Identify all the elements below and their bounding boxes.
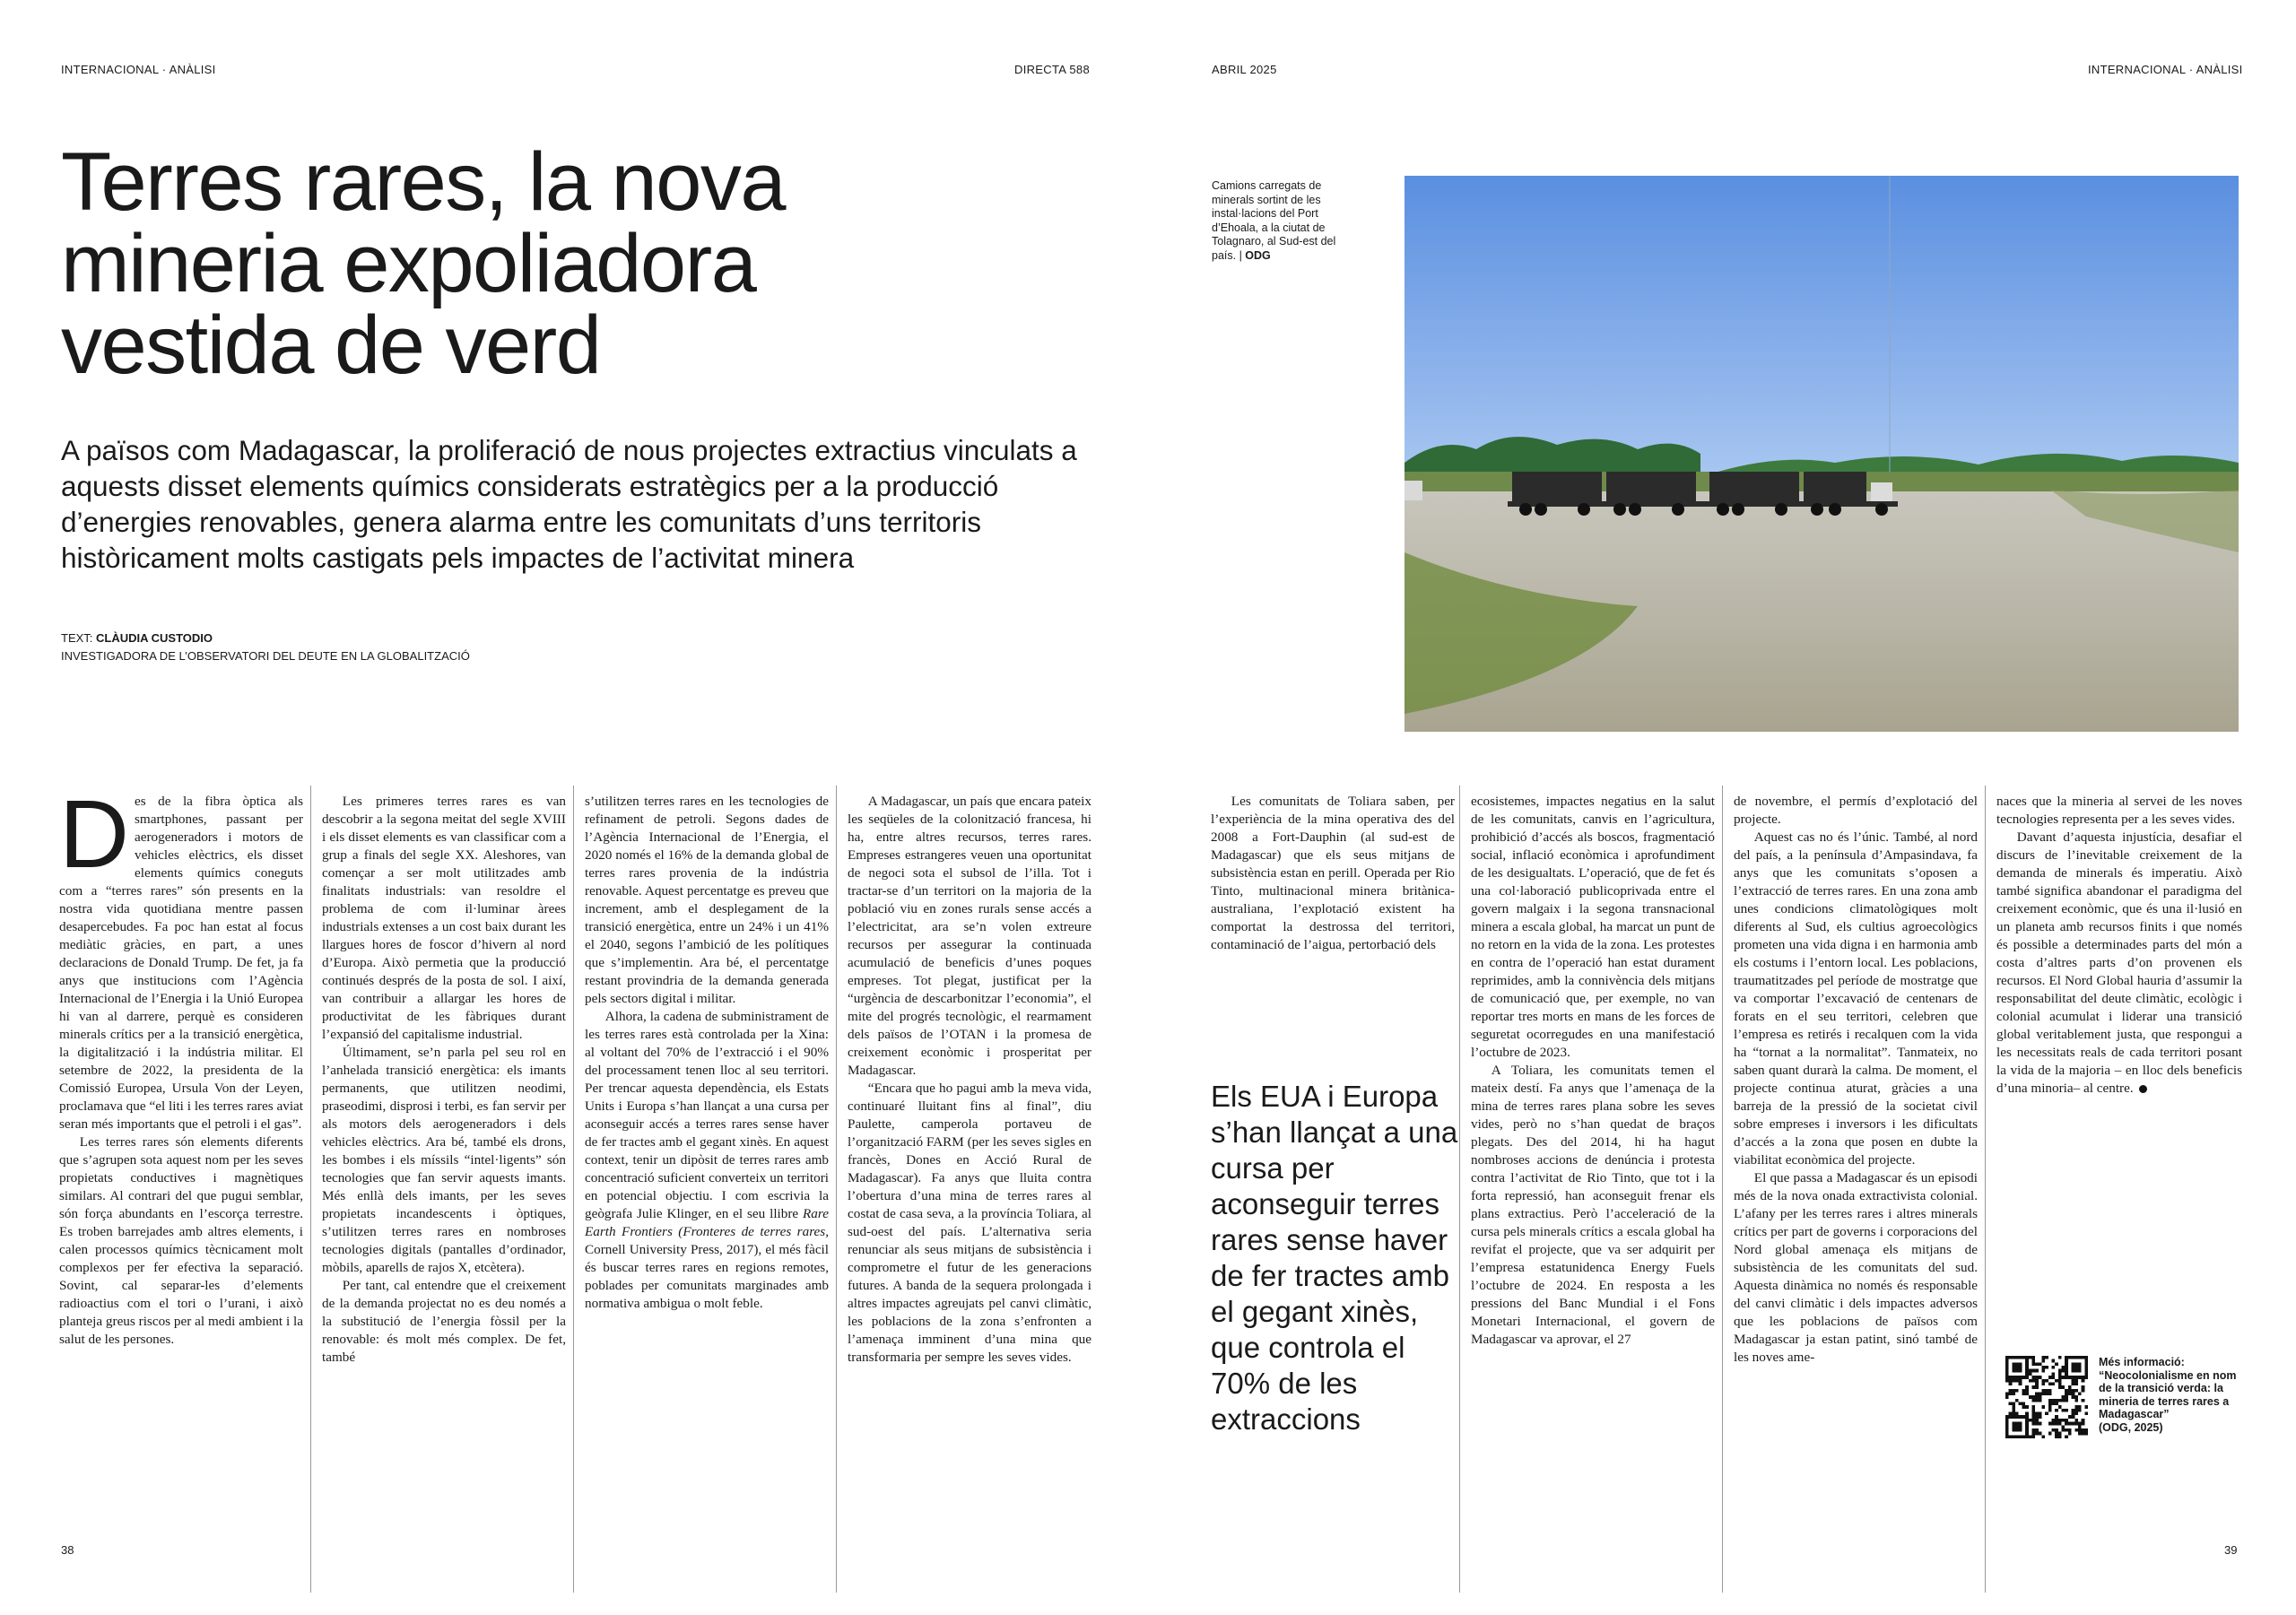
more-info-title: “Neocolonialisme en nom de la transició verda: la mineria de terres rares a Madagascar” [2099,1368,2237,1420]
pull-quote: Els EUA i Europa s’han llançat a una cursa per aconseguir terres rares sense haver de fer tractes amb el gegant xinès, que controla el 70% de les extraccions [1211,1080,1458,1436]
paragraph: “Encara que ho pagui amb la meva vida, continuaré lluitant fins al final”, diu Paulette, camperola portaveu de l’organització FARM (per les seves sigles en francès, Dones en Acció Rural de Madagascar). Fa anys que lluita contra l’obertura d’una mina de terres rares al costat de casa seva, a la província Toliara, al sud-oest del país. L’alternativa seria renunciar als seus mitjans de subsistència i comprometre el futur de les generacions futures. A banda de la sequera prolongada i altres impactes agreujats pel canvi climàtic, les poblacions de la zona s’enfronten a l’amenaça imminent d’una mina que transformaria per sempre les seves vides. [848,1081,1091,1365]
paragraph: Per tant, cal entendre que el creixement de la demanda projectat no es deu només a la substitució de l’energia fòssil per la renovable: és molt més complex. De fet, també [322,1278,566,1365]
paragraph: naces que la mineria al servei de les noves tecnologies representa per a les seves vides. [1996,794,2242,827]
paragraph: Aquest cas no és l’únic. També, al nord del país, a la península d’Ampasindava, fa anys que les comunitats s’oposen a l’extracció de terres rares. En una zona amb unes condicions climatològiques molt diferents al Sud, els cultius agroecològics prometen una vida digna i en harmonia amb els costums i l’entorn local. Les poblacions, traumatitzades pel període de mostratge que va comportar l’excavació de centenars de forats en el seu territori, celebren que l’empresa es retirés i recalquen com la vida ha “tornat a la normalitat”. Tanmateix, no saben quant durarà la calma. De moment, el projecte continua aturat, gràcies a una barreja de la pressió de la societat civil sobre empreses i inversors i les dificultats d’accés a la zona que posen en dubte la viabilitat econòmica del projecte. [1734,829,1978,1168]
paragraph: El que passa a Madagascar és un episodi més de la nova onada extractivista colonial. L’afany per les terres rares i altres minerals crítics per part de governs i corporacions del Nord global amenaça els mitjans de subsistència de les comunitats del sud. Aquesta dinàmica no només és responsable del canvi climàtic i dels impactes adversos que les poblacions de països com Madagascar ja estan patint, sinó també de les noves ame- [1734,1170,1978,1365]
end-mark-icon [2139,1085,2147,1093]
more-info-label: Més informació: [2099,1356,2185,1368]
paragraph: es de la fibra òptica als smartphones, passant per aerogeneradors i motors de vehicles elèctrics, els disset elements químics coneguts com a “terres rares” són presents en la nostra vida quotidiana mentre passen desapercebudes. Fa poc han estat al focus mediàtic gràcies, en part, a unes declaracions de Donald Trump. De fet, ja fa anys que institucions com l’Agència Internacional de l’Energia i la Unió Europea hi van al darrere, perquè es consideren minerals crítics per a la transició energètica, la digitalització i la indústria militar. El setembre de 2022, la presidenta de la Comissió Europea, Ursula Von der Leyen, proclamava que “el liti i les terres rares aviat seran més importants que el petroli i el gas”. [59,794,303,1132]
article-title: Terres rares, la nova mineria expoliadora vestida de verd [61,136,786,391]
byline-prefix: TEXT: [61,631,97,645]
section-label-right: INTERNACIONAL · ANÀLISI [2088,63,2243,76]
caption-credit: ODG [1245,248,1271,262]
trucks-photo [1405,176,2239,732]
body-column-2 [322,793,566,1367]
byline-role: INVESTIGADORA DE L’OBSERVATORI DEL DEUTE EN LA GLOBALITZACIÓ [61,649,470,663]
paragraph: ecosistemes, impactes negatius en la salut de les comunitats, canvis en l’agricultura, prohibició d’accés als boscos, fragmentació social, inflació econòmica i aprofundiment de les desigualtats. L’operació, que de fet és una col·laboració publicoprivada entre el govern malgaix i la segona transnacional minera a escala global, ha marcat un punt de no retorn en la vida de la zona. Les protestes en contra de l’operació han estat durament reprimides, amb la connivència dels mitjans de comunicació que, per exemple, no van reportar tres morts en mans de les forces de seguretat ocorregudes en una manifestació l’octubre de 2023. [1471,794,1715,1060]
body-column-8 [1996,793,2242,1098]
byline [61,630,470,665]
paragraph: Les terres rares són elements diferents que s’agrupen sota aquest nom per les seves propietats conductives i magnètiques similars. Al contrari del que pugui semblar, són força abundants en l’escorça terrestre. Es troben barrejades amb altres elements, i calen processos químics tècnicament molt complexos per fer efectiva la separació. Sovint, cal separar-les d’elements radioactius com el tori o l’urani, i això planteja greus riscos per al medi ambient i la salut de les persones. [59,1134,303,1347]
paragraph: s’utilitzen terres rares en les tecnologies de refinament de petroli. Segons dades de l’Agència Internacional de l’Energia, el 2020 només el 16% de la demanda global de terres rares provenia de la indústria renovable. Aquest percentatge es preveu que increment, amb el desplegament de la transició energètica, entre un 24% i un 41% el 2040, segons l’ambició de les polítiques que s’implementin. Ara bé, el percentatge restant provindria de la demanda generada pels sectors digital i militar. [585,794,829,1006]
paragraph: Davant d’aquesta injustícia, desafiar el discurs de l’inevitable creixement de la demanda de minerals és imperatiu. Això també significa abandonar el paradigma del creixement econòmic, que és una il·lusió en un planeta amb recursos finits i que només és possible a determinades parts del món a costa d’altres parts d’on provenen els recursos. El Nord Global hauria d’assumir la responsabilitat del deute climàtic, ecològic i colonial acumulat i liderar una transició global veritablement justa, que respongui a les necessitats reals de cada territori posant la vida de la majoria – en lloc dels beneficis d’una minoria– al centre. [1996,829,2242,1096]
byline-author: CLÀUDIA CUSTODIO [96,631,213,645]
photo-caption [1212,179,1355,263]
body-column-5 [1211,793,1455,954]
page-number-right: 39 [2224,1543,2238,1557]
drop-cap: D [59,779,129,888]
body-column-1 [59,779,303,1349]
date-label: ABRIL 2025 [1212,63,1277,76]
paragraph: Les primeres terres rares es van descobrir a la segona meitat del segle XVIII i els disset elements es van classificar com a grup a finals del segle XX. Aleshores, van començar a ser molt utilitzades amb finalitats industrials: van resoldre el problema de com il·luminar àrees industrials extenses a un cost baix durant les llargues hores de foscor d’hivern al nord d’Europa. Això permetia que la producció continués després de la posta de sol. I així, van contribuir a allargar les hores de productivitat de les fàbriques durant l’expansió del capitalisme industrial. [322,794,566,1042]
paragraph: Alhora, la cadena de subministrament de les terres rares està controlada per la Xina: al voltant del 70% de l’extracció i el 90% del processament tenen lloc al seu territori. Per trencar aquesta dependència, els Estats Units i Europa s’han llançat a una cursa per aconseguir accés a terres rares sense haver de fer tractes amb el gegant xinès. En aquest context, tenir un dipòsit de terres rares amb concentració suficient converteix un territori en potencial objectiu. I com escrivia la geògrafa Julie Klinger, en el seu llibre [585,1009,829,1221]
paragraph: A Toliara, les comunitats temen el mateix destí. Fa anys que l’amenaça de la mina de terres rares plana sobre les seves vides, però no s’han quedat de braços plegats. Des del 2014, hi ha hagut nombroses accions de denúncia i protesta contra l’activitat de Rio Tinto, que tot i la forta repressió, han aconseguit frenar els plans extractius. Però l’acceleració de la cursa pels minerals crítics a escala global ha revifat el projecte, que va ser adquirit per l’empresa estatunidenca Energy Fuels l’octubre de 2024. En resposta a les pressions del Banc Mundial i el Fons Monetari Internacional, el govern de Madagascar va aprovar, el 27 [1471,1063,1715,1347]
book-title: Rare Earth Frontiers (Fronteres de terres rares [585,1206,829,1239]
more-info-source: (ODG, 2025) [2099,1420,2163,1434]
paragraph: de novembre, el permís d’explotació del projecte. [1734,794,1978,827]
more-info [2099,1356,2251,1434]
body-column-4 [848,793,1091,1367]
issue-label: DIRECTA 588 [1014,63,1090,76]
body-column-3 [585,793,829,1313]
paragraph: Últimament, se’n parla pel seu rol en l’anhelada transició energètica: els imants permanents, que utilitzen neodimi, praseodimi, disprosi i terbi, es fan servir per als motors dels aerogeneradors i dels vehicles elèctrics. Ara bé, també els drons, les bombes i els míssils “intel·ligents” són tecnologies que fan servir aquests imants. Més enllà dels imants, per les seves propietats incandescents i òptiques, s’utilitzen terres rares en nombroses tecnologies digitals (pantalles d’ordinador, mòbils, aparells de rajos X, etcètera). [322,1045,566,1275]
page-number-left: 38 [61,1543,74,1557]
caption-text: Camions carregats de minerals sortint de les instal·lacions del Port d’Ehoala, a la ciutat de Tolagnaro, al Sud-est del país. | [1212,179,1336,262]
paragraph: Les comunitats de Toliara saben, per l’experiència de la mina operativa des del 2008 a Fort-Dauphin (al sud-est de Madagascar) que els seus mitjans de subsistència estan en perill. Operada per Rio Tinto, multinacional minera britànica-australiana, l’explotació existent ha comportat la destrossa del territori, contaminació de l’aigua, pertorbació dels [1211,794,1455,952]
body-column-7 [1734,793,1978,1367]
section-label-left: INTERNACIONAL · ANÀLISI [61,63,216,76]
body-column-6 [1471,793,1715,1349]
paragraph-end: , Cornell University Press, 2017), el més fàcil és buscar terres rares en regions remotes, poblades per comunitats marginades amb normativa ambigua o molt feble. [585,1224,829,1311]
qr-code-icon[interactable] [2005,1356,2088,1438]
standfirst: A països com Madagascar, la proliferació de nous projectes extractius vinculats a aquests disset elements químics considerats estratègics per a la producció d’energies renovables, genera alarma entre les comunitats d’uns territoris històricament molts castigats pels impactes de l’activitat minera [61,434,1077,574]
paragraph: A Madagascar, un país que encara pateix les seqüeles de la colonització francesa, hi ha, entre altres recursos, terres rares. Empreses estrangeres veuen una oportunitat de negoci sota el subsol de l’illa. Tot i tractar-se d’un territori on la majoria de la població viu en zones rurals sense accés a l’electricitat, ara se’n volen extreure recursos per assegurar la continuada acumulació de beneficis d’unes poques empreses. Tot plegat, justificat per la “urgència de descarbonitzar l’economia”, el mite del progrés tecnològic, el rearmament dels països de l’OTAN i la promesa de creixement econòmic i prosperitat per Madagascar. [848,794,1091,1078]
